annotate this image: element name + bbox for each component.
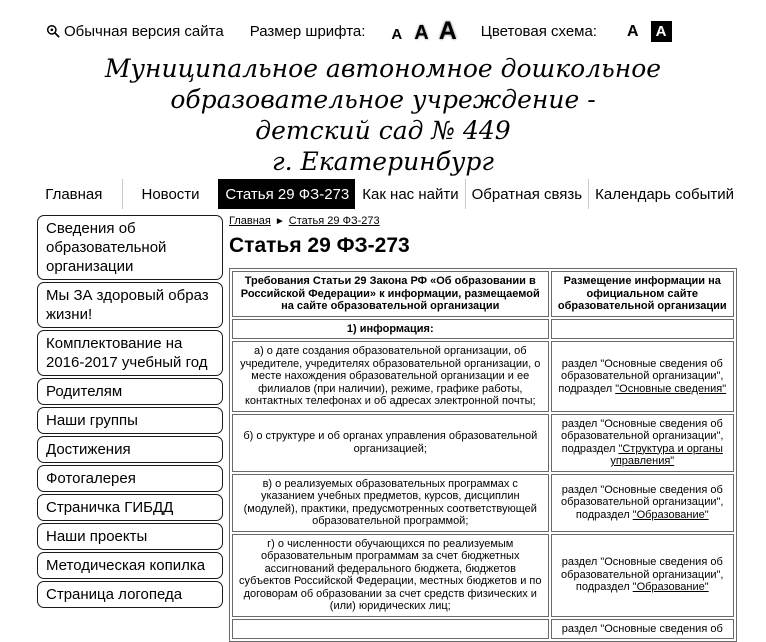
- nav-item-active[interactable]: Статья 29 ФЗ-273: [218, 179, 355, 209]
- section-link[interactable]: "Основные сведения": [615, 382, 727, 395]
- site-title-line: детский сад № 449: [255, 116, 511, 145]
- breadcrumb-home-link[interactable]: Главная: [229, 215, 271, 227]
- sidebar-item[interactable]: Достижения: [37, 436, 223, 463]
- content-layout: [0, 209, 766, 642]
- nav-item-link[interactable]: Обратная связь: [465, 179, 589, 209]
- font-size-small-button[interactable]: А: [391, 26, 403, 43]
- requirement-cell: а) о дате создания образовательной организации, об учредителе, учредителях образовательной организации, о месте нахождения образовательной организации и ее филиалов (при наличии), режиме, графике работы, контактных телефонах и об адресах электронной почты;: [232, 341, 549, 412]
- color-scheme-label: Цветовая схема:: [480, 23, 597, 40]
- placement-text: раздел "Основные сведения об образовательной организации", подраздел: [561, 417, 724, 455]
- sidebar-item[interactable]: Фотогалерея: [37, 465, 223, 492]
- sidebar-item[interactable]: Сведения об образовательной организации: [37, 215, 223, 280]
- section-link[interactable]: "Образование": [632, 581, 709, 594]
- font-size-medium-button[interactable]: А: [414, 22, 429, 44]
- normal-version-link[interactable]: Обычная версия сайта: [64, 23, 224, 40]
- color-scheme-light-button[interactable]: А: [626, 22, 639, 40]
- placement-cell: [551, 341, 734, 412]
- section-link[interactable]: "Образование": [632, 508, 709, 521]
- site-title-line: образовательное учреждение -: [170, 85, 596, 114]
- sidebar-item[interactable]: Страничка ГИБДД: [37, 494, 223, 521]
- site-title-line: Муниципальное автономное дошкольное: [104, 54, 662, 83]
- site-title: [0, 53, 766, 177]
- breadcrumb-current-link[interactable]: Статья 29 ФЗ-273: [288, 215, 380, 227]
- placement-column-header: Размещение информации на официальном сайте образовательной организации: [551, 271, 734, 317]
- placement-cell: [551, 414, 734, 472]
- requirement-cell: в) о реализуемых образовательных программах с указанием учебных предметов, курсов, дисциплин (модулей), практики, предусмотренных соответствующей образовательной программой;: [232, 474, 549, 532]
- breadcrumb-arrow-icon: ►: [274, 216, 285, 227]
- nav-item-link[interactable]: Как нас найти: [362, 185, 459, 203]
- placement-cell: [551, 619, 734, 640]
- table-row: [232, 341, 734, 412]
- requirement-cell: 1) информация:: [232, 319, 549, 340]
- requirement-cell: б) о структуре и об органах управления образовательной организацией;: [232, 414, 549, 472]
- font-size-controls: [391, 19, 456, 44]
- requirement-cell: г) о численности обучающихся по реализуемым образовательным программам за счет бюджетных ассигнований федерального бюджета, бюджетов субъектов Российской Федерации, местных бюджетов и по договорам об образовании за счет средств физических и (или) юридических лиц;: [232, 534, 549, 617]
- page-title: Статья 29 ФЗ-273: [229, 234, 410, 257]
- placement-text: раздел "Основные сведения об образовательной организации", подраздел: [561, 556, 724, 594]
- placement-text: раздел "Основные сведения об образовательной организации", подраздел: [561, 483, 724, 521]
- table-row: [232, 319, 734, 340]
- sidebar-item[interactable]: Наши группы: [37, 407, 223, 434]
- placement-cell: [551, 474, 734, 532]
- main-nav: [26, 179, 740, 209]
- color-scheme-controls: [627, 21, 672, 42]
- placement-cell: [551, 319, 734, 340]
- table-row: [232, 474, 734, 532]
- main-content: [223, 215, 766, 642]
- breadcrumb: [229, 215, 766, 227]
- sidebar-item[interactable]: Родителям: [37, 378, 223, 405]
- magnifier-icon: [46, 24, 61, 39]
- sidebar-item[interactable]: Мы ЗА здоровый образ жизни!: [37, 282, 223, 328]
- sidebar: [37, 215, 223, 642]
- article-29-table: [229, 268, 737, 642]
- nav-item-link[interactable]: Календарь событий: [588, 179, 740, 209]
- placement-text: раздел "Основные сведения об образовательной организации", подраздел: [558, 357, 724, 395]
- color-scheme-dark-button[interactable]: А: [651, 21, 672, 42]
- section-link[interactable]: "Структура и органы управления": [610, 442, 723, 467]
- article-table-body: [232, 319, 734, 640]
- table-header-row: [232, 271, 734, 317]
- nav-item-link[interactable]: Главная: [45, 185, 103, 203]
- sidebar-item[interactable]: Страница логопеда: [37, 581, 223, 608]
- accessibility-toolbar: [0, 0, 766, 44]
- site-title-line: г. Екатеринбург: [271, 147, 495, 176]
- requirements-column-header: Требования Статьи 29 Закона РФ «Об образовании в Российской Федерации» к информации, размещаемой на сайте образовательной организации: [232, 271, 549, 317]
- table-row: [232, 414, 734, 472]
- placement-text: раздел "Основные сведения об: [561, 622, 723, 635]
- sidebar-item[interactable]: Наши проекты: [37, 523, 223, 550]
- sidebar-item[interactable]: Комплектование на 2016-2017 учебный год: [37, 330, 223, 376]
- nav-item-link[interactable]: Новости: [122, 179, 219, 209]
- font-size-label: Размер шрифта:: [249, 23, 366, 40]
- requirement-cell: [232, 619, 549, 640]
- placement-cell: [551, 534, 734, 617]
- font-size-large-button[interactable]: А: [438, 17, 457, 45]
- table-row: [232, 619, 734, 640]
- sidebar-item[interactable]: Методическая копилка: [37, 552, 223, 579]
- table-row: [232, 534, 734, 617]
